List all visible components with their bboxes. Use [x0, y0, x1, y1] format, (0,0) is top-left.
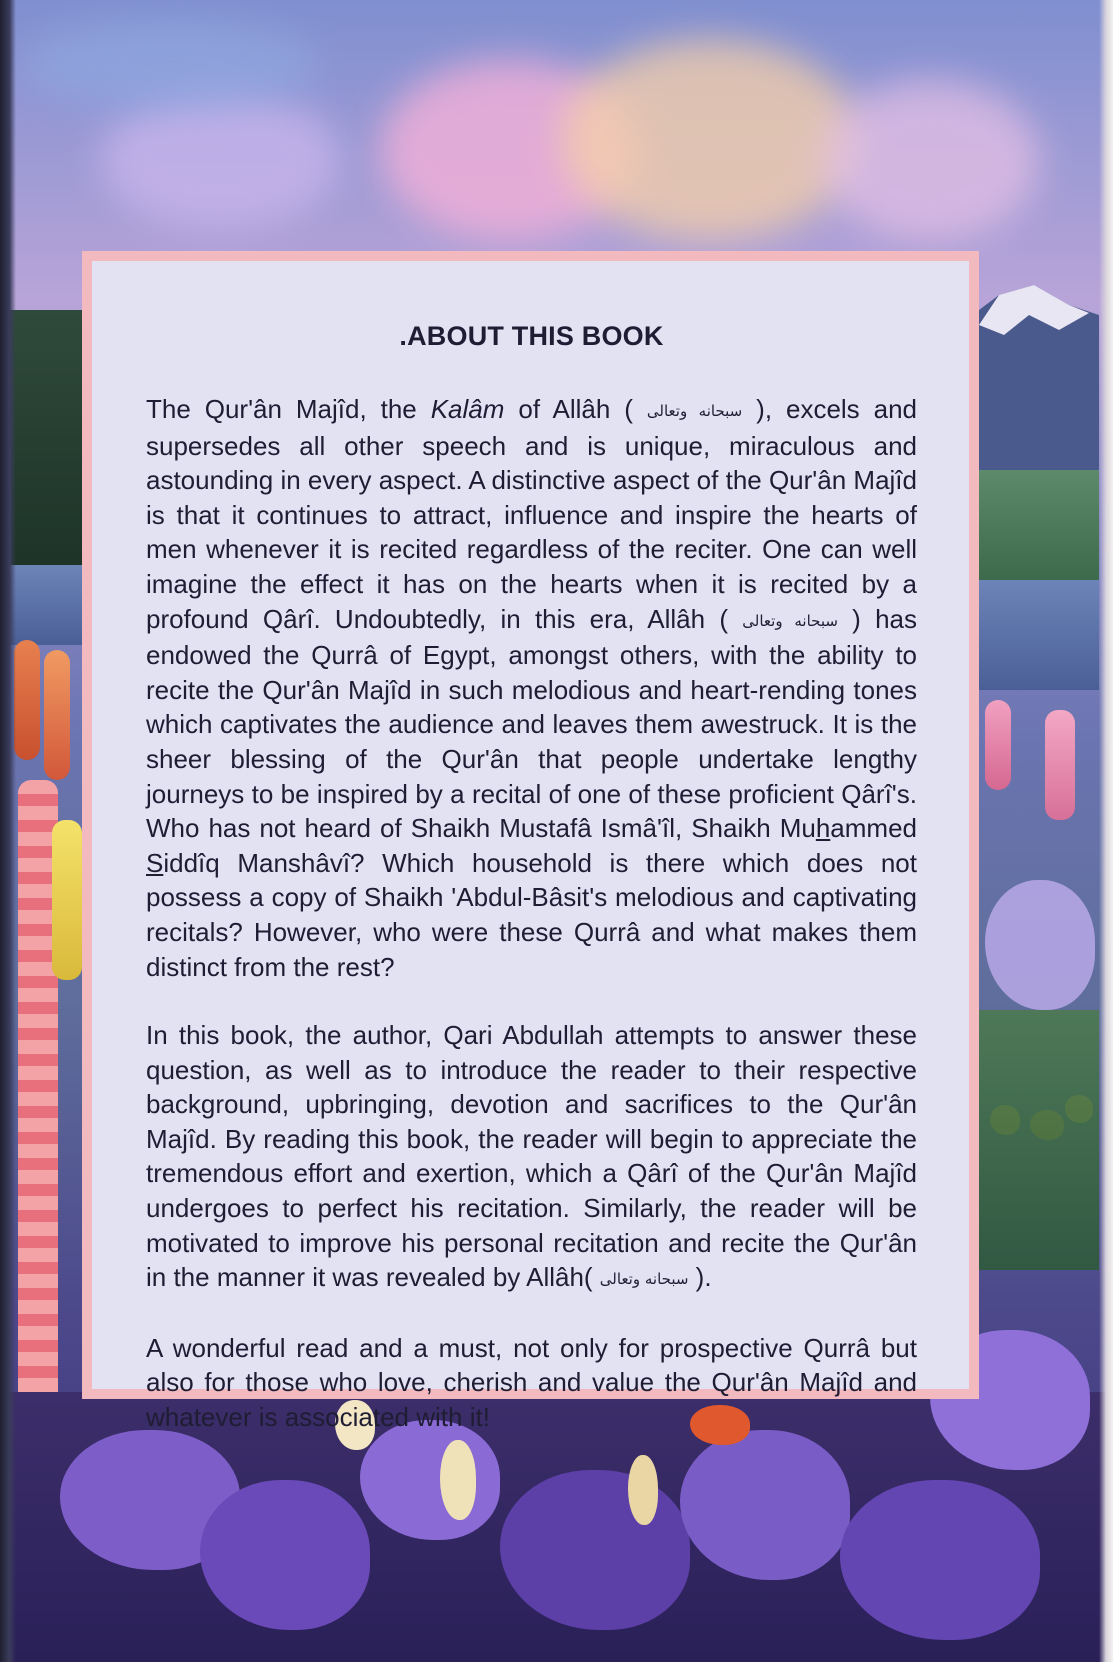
text-run: The Qur'ân Majîd, the: [146, 394, 431, 424]
text-run: ) has endowed the Qurrâ of Egypt, amongst others, with the ability to recite the Qur'ân Majîd in such melodious and heart-rending tones which captivates the audience and leaves them awestruck. It is the sheer blessing of the Qur'ân that people undertake lengthy journeys to be inspired by a recital of one of these proficient Qârî's. Who has not heard of Shaikh Mustafâ Ismâ'îl, Shaikh Mu: [146, 603, 917, 844]
right-foliage: [979, 1010, 1099, 1270]
lupine-flower: [1045, 710, 1075, 820]
cloud-glow: [100, 90, 340, 230]
arabic-honorific: سبحانه وتعالى: [742, 611, 838, 630]
iris-flower: [360, 1420, 500, 1540]
text-run: ), excels and supersedes all other speech and is unique, miraculous and astounding in every aspect. A distinctive aspect of the Qur'ân Majîd is that it continues to attract, influence and inspire the hearts of men whenever it is recited regardless of the reciter. One can well imagine the effect it has on the hearts when it is recited by a profound Qârî. Undoubtedly, in this era, Allâh (: [146, 394, 917, 634]
arabic-honorific: سبحانه وتعالى: [599, 1270, 689, 1289]
iris-bud: [440, 1440, 476, 1520]
left-forest: [10, 310, 90, 570]
snowy-mountain: [959, 285, 1099, 485]
iris-bud: [628, 1455, 658, 1525]
text-run: of Allâh (: [504, 394, 647, 424]
right-forest: [979, 470, 1099, 580]
lupine-flower: [44, 650, 70, 780]
text-panel-border: [82, 251, 979, 1433]
right-lake: [979, 580, 1099, 690]
paragraph-author: [146, 1018, 917, 1297]
arabic-honorific: سبحانه وتعالى: [646, 402, 743, 420]
spine-shadow: [0, 0, 16, 1662]
about-heading: .ABOUT THIS BOOK: [399, 321, 664, 351]
left-lake: [10, 565, 90, 645]
lupine-flower: [14, 640, 40, 760]
cloud-glow: [820, 80, 1040, 240]
iris-flower: [985, 880, 1095, 1010]
text-panel: [92, 261, 969, 1433]
paragraph-intro: [146, 392, 917, 984]
cloud-glow: [20, 20, 320, 110]
text-run: ammed: [830, 813, 917, 844]
lupine-flower: [985, 700, 1011, 790]
underlined-letter: h: [815, 813, 831, 844]
underlined-letter: S: [146, 847, 164, 878]
text-run: iddîq Manshâvî? Which household is there which does not possess a copy of Shaikh 'Abdul-Bâsit's melodious and captivating recitals? However, who were these Qurrâ and what makes them distinct from the rest?: [146, 847, 917, 982]
cloud-glow: [560, 40, 860, 240]
page-edge: [1099, 0, 1113, 1662]
text-run: In this book, the author, Qari Abdullah attempts to answer these question, as well as to introduce the reader to their respective background, upbringing, devotion and sacrifices to the Qur'ân Majîd. By reading this book, the reader will begin to appreciate the tremendous effort and exertion, which a Qârî of the Qur'ân Majîd undergoes to perfect his recitation. Similarly, the reader will be motivated to improve his personal recitation and recite the Qur'ân in the manner it was revealed by Allâh(: [146, 1020, 917, 1293]
italic-term: Kalâm: [430, 394, 505, 424]
lupine-flower: [52, 820, 82, 980]
paragraph-closing: A wonderful read and a must, not only for prospective Qurrâ but also for those who love, cherish and value the Qur'ân Majîd and whatever is associated with it!: [146, 1332, 917, 1433]
text-run: ).: [688, 1262, 712, 1293]
